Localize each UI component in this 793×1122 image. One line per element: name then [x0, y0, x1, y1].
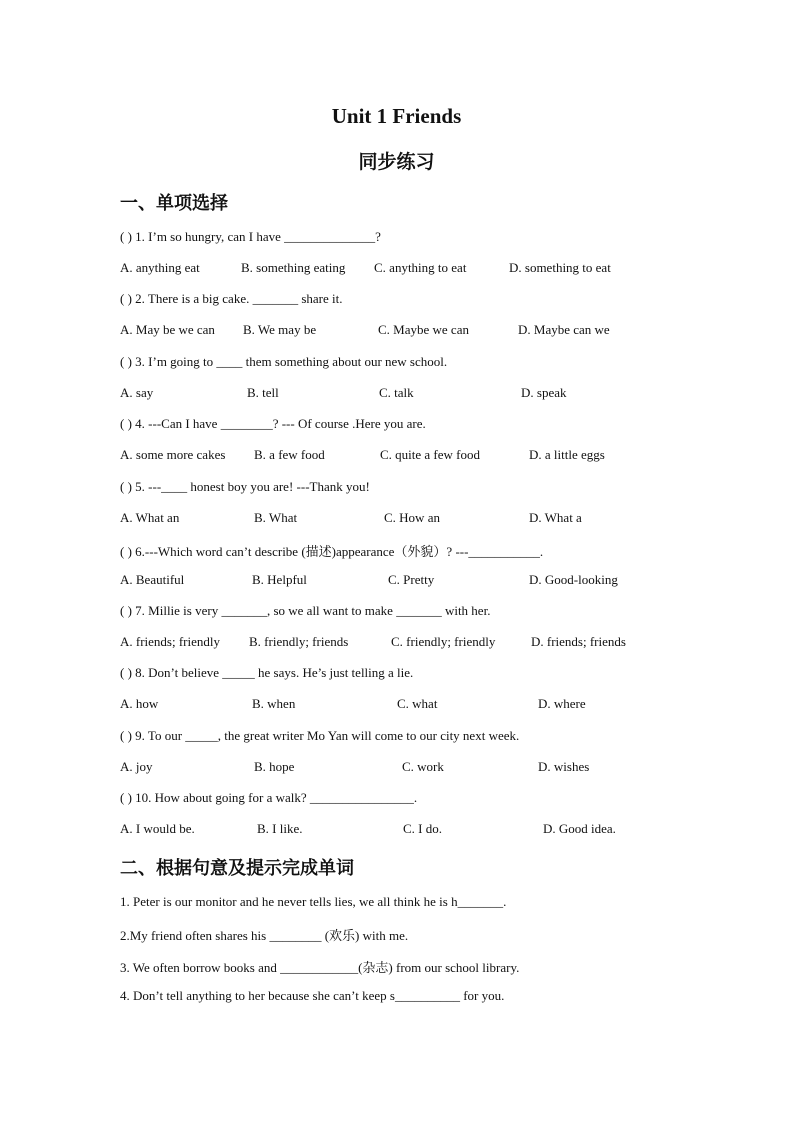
- question-stem: ( ) 10. How about going for a walk? ________________.: [120, 790, 418, 805]
- option-c: C. work: [402, 759, 444, 774]
- question-stem: ( ) 9. To our _____, the great writer Mo Yan will come to our city next week.: [120, 728, 520, 743]
- page-title: Unit 1 Friends: [331, 104, 462, 128]
- question-stem: ( ) 8. Don’t believe _____ he says. He’s just telling a lie.: [120, 665, 414, 680]
- option-a: A. Beautiful: [120, 572, 185, 587]
- option-c: C. anything to eat: [374, 260, 467, 275]
- option-b: B. tell: [247, 385, 279, 400]
- option-d: D. where: [538, 696, 586, 711]
- option-d: D. wishes: [538, 759, 590, 774]
- question-stem: ( ) 5. ---____ honest boy you are! ---Thank you!: [120, 479, 370, 494]
- option-c: C. what: [397, 696, 438, 711]
- question-stem: ( ) 3. I’m going to ____ them something about our new school.: [120, 354, 448, 369]
- option-a: A. May be we can: [120, 322, 215, 337]
- page-subtitle: 同步练习: [358, 151, 435, 173]
- section-heading-2: 二、根据句意及提示完成单词: [120, 858, 354, 879]
- option-d: D. Maybe can we: [518, 322, 610, 337]
- option-b: B. What: [254, 510, 298, 525]
- option-b: B. something eating: [241, 260, 346, 275]
- option-c: C. Pretty: [388, 572, 435, 587]
- option-c: C. quite a few food: [380, 447, 481, 462]
- option-d: D. Good idea.: [543, 821, 616, 836]
- option-a: A. joy: [120, 759, 153, 774]
- option-b: B. friendly; friends: [249, 634, 349, 649]
- option-b: B. I like.: [257, 821, 303, 836]
- question-stem: ( ) 6.---Which word can’t describe (描述)appearance（外貌）? ---___________.: [120, 544, 544, 559]
- option-a: A. how: [120, 696, 159, 711]
- option-a: A. friends; friendly: [120, 634, 221, 649]
- option-a: A. some more cakes: [120, 447, 226, 462]
- option-a: A. What an: [120, 510, 180, 525]
- option-d: D. What a: [529, 510, 582, 525]
- option-b: B. Helpful: [252, 572, 307, 587]
- option-a: A. anything eat: [120, 260, 200, 275]
- option-c: C. How an: [384, 510, 440, 525]
- question-stem: ( ) 2. There is a big cake. _______ share it.: [120, 291, 343, 306]
- question-stem: ( ) 4. ---Can I have ________? --- Of course .Here you are.: [120, 416, 426, 431]
- option-b: B. We may be: [243, 322, 317, 337]
- option-d: D. friends; friends: [531, 634, 626, 649]
- option-d: D. speak: [521, 385, 567, 400]
- fill-in-item: 2.My friend often shares his ________ (欢乐) with me.: [120, 928, 409, 943]
- fill-in-item: 1. Peter is our monitor and he never tells lies, we all think he is h_______.: [120, 894, 507, 909]
- question-stem: ( ) 7. Millie is very _______, so we all want to make _______ with her.: [120, 603, 491, 618]
- option-c: C. I do.: [403, 821, 442, 836]
- option-a: A. I would be.: [120, 821, 195, 836]
- option-d: D. a little eggs: [529, 447, 605, 462]
- question-stem: ( ) 1. I’m so hungry, can I have ______________?: [120, 229, 381, 244]
- option-d: D. Good-looking: [529, 572, 618, 587]
- fill-in-item: 4. Don’t tell anything to her because she can’t keep s__________ for you.: [120, 988, 505, 1003]
- option-b: B. hope: [254, 759, 295, 774]
- option-a: A. say: [120, 385, 154, 400]
- fill-in-item: 3. We often borrow books and ____________(杂志) from our school library.: [120, 960, 520, 975]
- option-c: C. talk: [379, 385, 414, 400]
- option-c: C. friendly; friendly: [391, 634, 496, 649]
- option-b: B. a few food: [254, 447, 325, 462]
- option-d: D. something to eat: [509, 260, 611, 275]
- option-c: C. Maybe we can: [378, 322, 469, 337]
- option-b: B. when: [252, 696, 296, 711]
- section-heading-1: 一、单项选择: [120, 193, 228, 214]
